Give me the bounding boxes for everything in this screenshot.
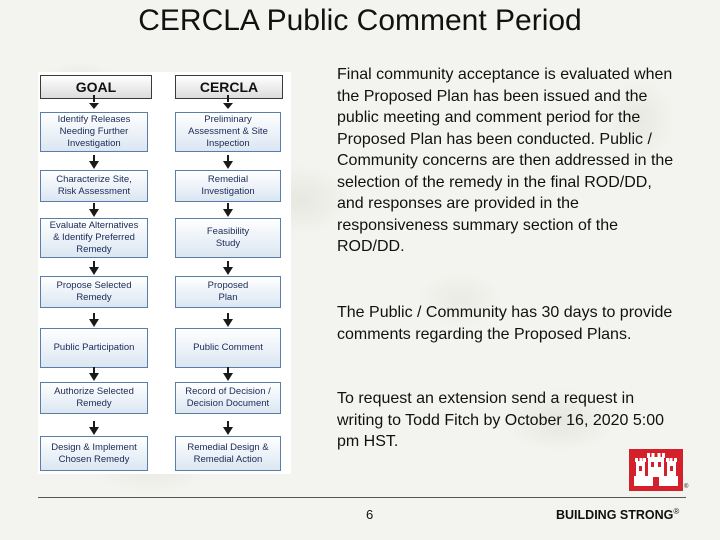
- goal-step-label-line: Remedy: [76, 292, 112, 303]
- goal-step-label-line: Remedy: [76, 398, 112, 409]
- goal-step-box: [40, 218, 148, 258]
- cercla-step-label-line: Record of Decision /: [185, 386, 271, 397]
- down-arrow-icon: [89, 209, 99, 217]
- goal-step-label: [54, 342, 135, 354]
- down-arrow-icon: [223, 373, 233, 381]
- goal-step-label: [58, 114, 131, 150]
- goal-step-label-line: Investigation: [67, 138, 121, 149]
- cercla-step-label: [185, 386, 271, 410]
- footer-divider: [38, 497, 686, 498]
- cercla-step-label: [193, 342, 263, 354]
- goal-step-box: [40, 276, 148, 308]
- cercla-step-label-line: Proposed: [207, 280, 249, 291]
- usace-castle-icon: [629, 449, 683, 491]
- goal-step-label: [51, 442, 137, 466]
- down-arrow-icon: [223, 319, 233, 327]
- down-arrow-icon: [223, 267, 233, 275]
- cercla-step-label-line: Inspection: [206, 138, 250, 149]
- goal-step-label: [56, 174, 132, 198]
- cercla-step-label-line: Investigation: [201, 186, 255, 197]
- goal-step-label-line: Public Participation: [53, 342, 135, 353]
- goal-step-label-line: Identify Releases: [57, 114, 131, 125]
- cercla-step-box: [175, 170, 281, 202]
- goal-step-label-line: Authorize Selected: [54, 386, 134, 397]
- cercla-step-label-line: Public Comment: [193, 342, 263, 353]
- cercla-step-label-line: Remedial Action: [193, 453, 263, 465]
- down-arrow-icon: [89, 427, 99, 435]
- logo-registered-mark: ®: [684, 484, 689, 490]
- down-arrow-icon: [89, 103, 99, 109]
- goal-step-label-line: & Identify Preferred: [53, 232, 135, 243]
- cercla-step-label-line: Plan: [218, 292, 238, 303]
- cercla-step-label: [207, 226, 249, 250]
- cercla-step-label-line: Remedial: [207, 174, 249, 185]
- goal-step-box: [40, 328, 148, 368]
- paragraph-comment-period: The Public / Community has 30 days to provide comments regarding the Proposed Plans.: [337, 304, 673, 343]
- cercla-step-box: [175, 218, 281, 258]
- down-arrow-icon: [223, 427, 233, 435]
- brand-tagline: [556, 507, 679, 522]
- cercla-flowchart: [38, 72, 291, 474]
- goal-step-label-line: Characterize Site,: [56, 174, 132, 185]
- down-arrow-icon: [89, 319, 99, 327]
- goal-step-box: [40, 112, 148, 152]
- cercla-step-box: [175, 436, 281, 471]
- down-arrow-icon: [89, 373, 99, 381]
- goal-header: GOAL: [40, 75, 152, 99]
- goal-step-label-line: Propose Selected: [56, 280, 132, 291]
- cercla-step-label-line: Remedial Design &: [187, 441, 269, 453]
- goal-step-label-line: Chosen Remedy: [58, 453, 130, 465]
- down-arrow-icon: [223, 209, 233, 217]
- cercla-step-box: [175, 112, 281, 152]
- goal-step-label: [57, 280, 132, 304]
- goal-step-label-line: Risk Assessment: [57, 186, 131, 197]
- brand-text: BUILDING STRONG: [556, 508, 674, 523]
- goal-step-box: [40, 436, 148, 471]
- cercla-step-label: [188, 114, 268, 150]
- goal-step-label-line: Needing Further: [59, 126, 129, 137]
- goal-step-box: [40, 382, 148, 414]
- cercla-step-label: [208, 280, 249, 304]
- cercla-step-label-line: Study: [215, 238, 241, 249]
- paragraph-community-acceptance: Final community acceptance is evaluated when the Proposed Plan has been issued and the public meeting and comment period for the Proposed Plan has been conducted. Public / Community concerns are then addressed in the selection of the remedy in the final ROD/DD, and responses are provided in the responsiveness summary section of the ROD/DD.: [337, 66, 674, 255]
- down-arrow-icon: [89, 267, 99, 275]
- goal-step-label: [50, 220, 139, 256]
- goal-step-label: [54, 386, 134, 410]
- cercla-step-label: [201, 174, 254, 198]
- paragraph-extension-request: To request an extension send a request in writing to Todd Fitch by October 16, 2020 5:00 pm HST.: [337, 390, 665, 450]
- cercla-step-box: [175, 328, 281, 368]
- goal-step-label-line: Evaluate Alternatives: [49, 220, 139, 231]
- page-number: 6: [366, 507, 374, 522]
- down-arrow-icon: [223, 103, 233, 109]
- cercla-step-label: [187, 442, 268, 466]
- goal-step-label-line: Design & Implement: [51, 441, 137, 453]
- cercla-step-box: [175, 276, 281, 308]
- down-arrow-icon: [89, 161, 99, 169]
- goal-step-box: [40, 170, 148, 202]
- cercla-step-label-line: Assessment & Site: [188, 126, 268, 137]
- down-arrow-icon: [223, 161, 233, 169]
- cercla-header: CERCLA: [175, 75, 283, 99]
- cercla-step-label-line: Preliminary: [204, 114, 252, 125]
- brand-registered-mark: ®: [673, 507, 680, 516]
- cercla-step-label-line: Decision Document: [186, 398, 270, 409]
- cercla-step-label-line: Feasibility: [206, 226, 250, 237]
- goal-step-label-line: Remedy: [76, 244, 112, 255]
- slide-title: CERCLA Public Comment Period: [138, 4, 582, 37]
- cercla-step-box: [175, 382, 281, 414]
